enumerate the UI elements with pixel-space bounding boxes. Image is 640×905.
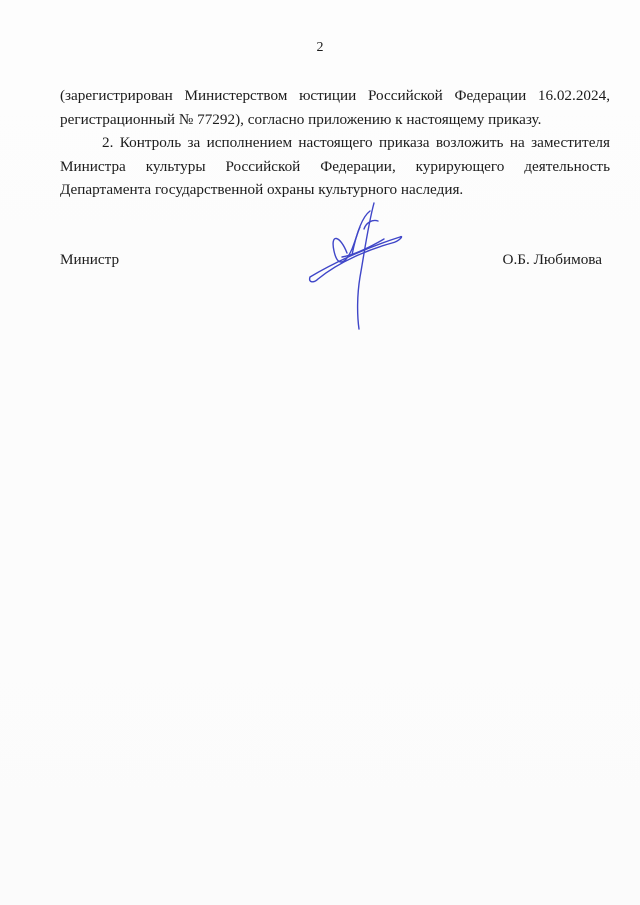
signer-title: Министр bbox=[60, 251, 120, 268]
signature-row bbox=[60, 248, 602, 272]
page-number: 2 bbox=[316, 40, 324, 55]
paragraph-continuation: (зарегистрирован Министерством юстиции Российской Федерации 16.02.2024, регистрационный № 77292), согласно приложению к настоящему приказу. bbox=[60, 87, 610, 128]
document-body bbox=[60, 84, 610, 202]
signer-name: О.Б. Любимова bbox=[502, 251, 602, 268]
paragraph-control-clause: 2. Контроль за исполнением настоящего приказа возложить на заместителя Министра культуры Российской Федерации, курирующего деятельность Департамента государственной охраны культурного наследия. bbox=[60, 134, 610, 198]
